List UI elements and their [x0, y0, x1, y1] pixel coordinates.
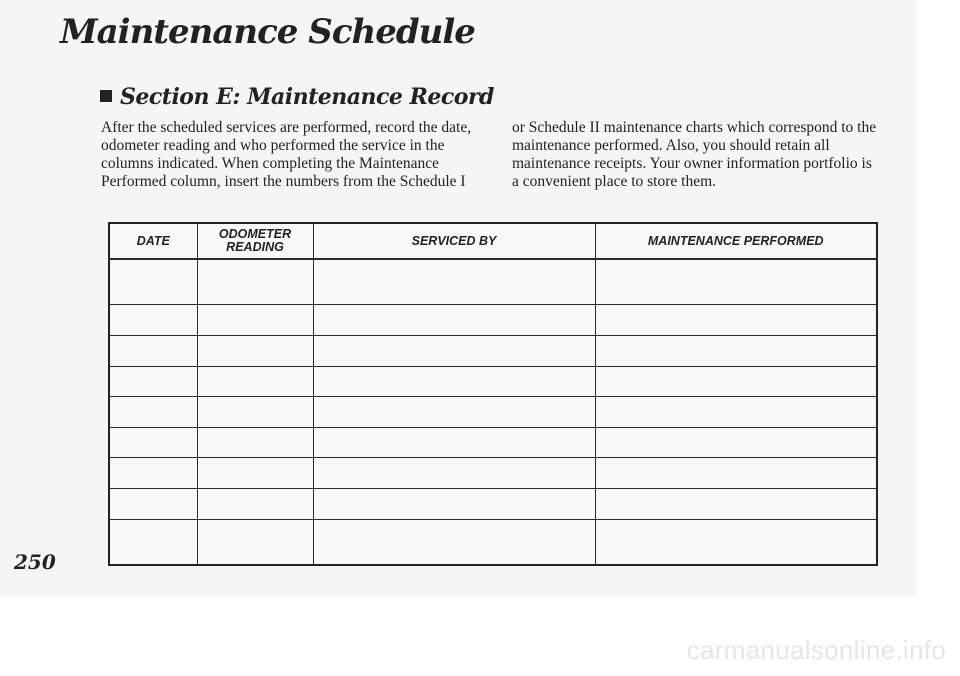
serviced-by-cell[interactable]: [313, 366, 595, 397]
odometer-cell[interactable]: [197, 519, 313, 565]
table-row: [109, 335, 877, 366]
maintenance-performed-cell[interactable]: [595, 519, 877, 565]
serviced-by-cell[interactable]: [313, 519, 595, 565]
odometer-cell[interactable]: [197, 427, 313, 458]
date-cell[interactable]: [109, 519, 197, 565]
date-cell[interactable]: [109, 259, 197, 305]
odometer-cell[interactable]: [197, 335, 313, 366]
table-row: [109, 458, 877, 489]
table-row: [109, 488, 877, 519]
serviced-by-cell[interactable]: [313, 335, 595, 366]
maintenance-performed-cell[interactable]: [595, 366, 877, 397]
date-cell[interactable]: [109, 335, 197, 366]
maintenance-performed-cell[interactable]: [595, 427, 877, 458]
maintenance-performed-cell[interactable]: [595, 488, 877, 519]
maintenance-header-label: MAINTENANCE PERFORMED: [647, 233, 824, 248]
table-row: [109, 397, 877, 428]
column-header-maintenance-performed: [595, 223, 877, 259]
column-header-serviced-by: [313, 223, 595, 259]
column-header-date: [109, 223, 197, 259]
maintenance-performed-cell[interactable]: [595, 397, 877, 428]
maintenance-record-table: [108, 222, 878, 566]
page-title: Maintenance Schedule: [60, 12, 475, 52]
odometer-cell[interactable]: [197, 259, 313, 305]
section-heading: [100, 84, 494, 110]
odometer-cell[interactable]: [197, 305, 313, 336]
date-cell[interactable]: [109, 397, 197, 428]
square-bullet-icon: [100, 90, 112, 102]
maintenance-performed-cell[interactable]: [595, 305, 877, 336]
instructions-paragraph-right: or Schedule II maintenance charts which correspond to the maintenance performed. Also, you should retain all maintenance receipts. Your owner information portfolio is a convenient place to store them.: [512, 119, 877, 190]
section-heading-text: Section E: Maintenance Record: [120, 84, 494, 110]
maintenance-performed-cell[interactable]: [595, 458, 877, 489]
date-header-label: DATE: [136, 233, 170, 248]
odometer-cell[interactable]: [197, 397, 313, 428]
serviced-by-cell[interactable]: [313, 427, 595, 458]
maintenance-performed-cell[interactable]: [595, 335, 877, 366]
odometer-cell[interactable]: [197, 488, 313, 519]
watermark-text: carmanualsonline.info: [686, 635, 946, 665]
date-cell[interactable]: [109, 458, 197, 489]
instructions-paragraph-left: After the scheduled services are performed, record the date, odometer reading and who performed the service in the columns indicated. When completing the Maintenance Performed column, insert the numbers from the Schedule I: [101, 119, 472, 190]
page-number: 250: [14, 550, 56, 574]
table-row: [109, 366, 877, 397]
date-cell[interactable]: [109, 305, 197, 336]
serviced-by-cell[interactable]: [313, 397, 595, 428]
table-row: [109, 259, 877, 305]
odometer-cell[interactable]: [197, 366, 313, 397]
table-body: [109, 259, 877, 565]
serviced-by-header-label: SERVICED BY: [411, 233, 497, 248]
table-row: [109, 519, 877, 565]
serviced-by-cell[interactable]: [313, 488, 595, 519]
table-row: [109, 305, 877, 336]
table-header-row: [109, 223, 877, 259]
odometer-header-line1: ODOMETER: [218, 227, 292, 241]
date-cell[interactable]: [109, 427, 197, 458]
odometer-cell[interactable]: [197, 458, 313, 489]
date-cell[interactable]: [109, 488, 197, 519]
odometer-header-line2: READING: [226, 240, 284, 254]
table-row: [109, 427, 877, 458]
serviced-by-cell[interactable]: [313, 458, 595, 489]
serviced-by-cell[interactable]: [313, 305, 595, 336]
column-header-odometer: [197, 223, 313, 259]
maintenance-performed-cell[interactable]: [595, 259, 877, 305]
serviced-by-cell[interactable]: [313, 259, 595, 305]
date-cell[interactable]: [109, 366, 197, 397]
